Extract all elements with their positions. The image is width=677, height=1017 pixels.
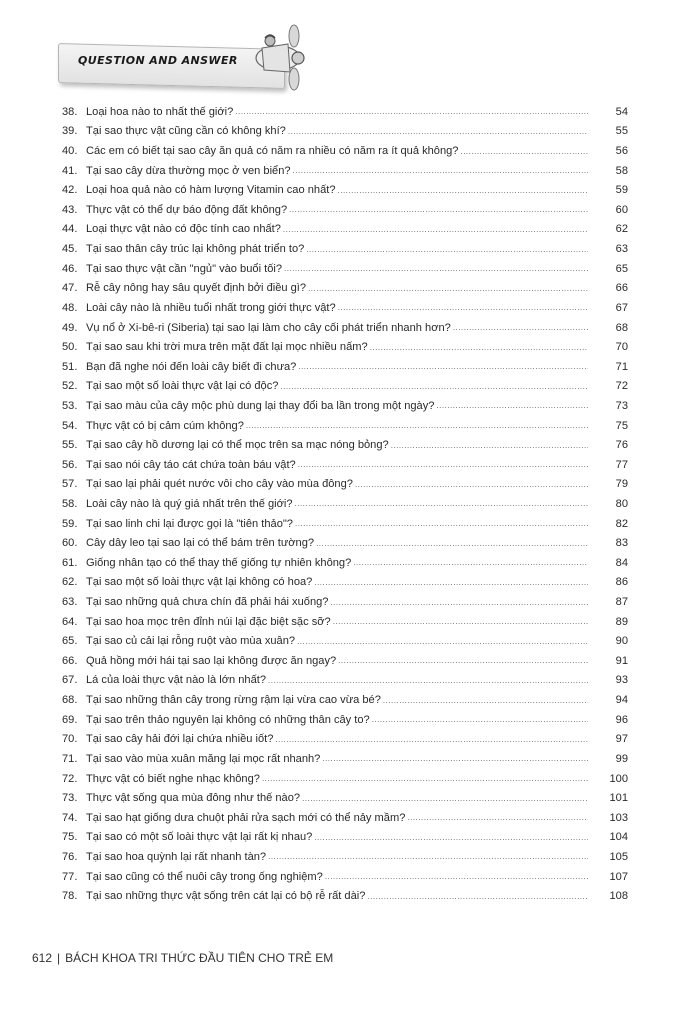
toc-item-title: Tại sao thực vật cũng cần có không khí? [86, 125, 286, 138]
toc-item-title: Tại sao trên thảo nguyên lại không có những thân cây to? [86, 713, 370, 726]
toc-row [62, 161, 628, 181]
toc-item-page: 99 [615, 752, 628, 765]
toc-item-number: 56. [62, 458, 78, 471]
toc-row [62, 357, 628, 377]
toc-item-number: 75. [62, 831, 78, 844]
toc-leader-dots [268, 676, 588, 685]
toc-leader-dots [436, 401, 588, 410]
table-of-contents [62, 102, 628, 906]
footer-book-title: BÁCH KHOA TRI THỨC ĐẦU TIÊN CHO TRẺ EM [65, 951, 334, 965]
toc-item-title: Rễ cây nông hay sâu quyết định bởi điều gì? [86, 282, 307, 295]
toc-item-page: 83 [615, 537, 628, 550]
toc-row [62, 749, 628, 769]
toc-item-page: 93 [615, 674, 628, 687]
toc-item-number: 78. [62, 890, 78, 903]
toc-item-page: 108 [609, 890, 628, 903]
toc-item-title: Tại sao hoa quỳnh lại rất nhanh tàn? [86, 850, 267, 863]
banner-title: QUESTION AND ANSWER [78, 54, 238, 67]
toc-item-number: 76. [62, 850, 78, 863]
toc-item-title: Tại sao vào mùa xuân măng lại mọc rất nhanh? [86, 752, 321, 765]
airplane-icon [248, 24, 310, 94]
toc-item-number: 74. [62, 811, 78, 824]
toc-row [62, 259, 628, 279]
toc-item-page: 82 [615, 517, 628, 530]
toc-item-page: 73 [615, 399, 628, 412]
toc-item-title: Loại thực vật nào có độc tính cao nhất? [86, 223, 281, 236]
toc-item-number: 63. [62, 596, 78, 609]
toc-item-title: Thực vật sống qua mùa đông như thế nào? [86, 792, 301, 805]
toc-item-title: Tại sao hoa mọc trên đỉnh núi lại đặc biệt sặc sỡ? [86, 615, 331, 628]
toc-item-title: Tại sao cây hồ dương lại có thể mọc trên sa mạc nóng bỏng? [86, 439, 389, 452]
toc-leader-dots [367, 892, 588, 901]
toc-item-number: 38. [62, 105, 78, 118]
toc-leader-dots [298, 460, 588, 469]
header-banner [48, 22, 310, 94]
toc-item-title: Tại sao cây dừa thường mọc ở ven biển? [86, 164, 291, 177]
toc-item-title: Loài cây nào là nhiều tuổi nhất trong giới thực vật? [86, 301, 336, 314]
toc-item-page: 75 [615, 419, 628, 432]
toc-row [62, 102, 628, 122]
toc-leader-dots [370, 343, 588, 352]
toc-item-title: Cây dây leo tại sao lại có thể bám trên tường? [86, 537, 315, 550]
toc-item-page: 77 [615, 458, 628, 471]
toc-item-number: 47. [62, 282, 78, 295]
toc-item-page: 101 [609, 792, 628, 805]
toc-row [62, 671, 628, 691]
toc-leader-dots [322, 754, 588, 763]
toc-row [62, 573, 628, 593]
toc-row [62, 886, 628, 906]
toc-item-page: 89 [615, 615, 628, 628]
toc-row [62, 631, 628, 651]
toc-item-page: 79 [615, 478, 628, 491]
toc-leader-dots [275, 735, 588, 744]
toc-item-title: Tại sao nói cây táo cát chứa toàn báu vật? [86, 458, 296, 471]
toc-leader-dots [295, 519, 588, 528]
toc-item-number: 68. [62, 694, 78, 707]
toc-item-number: 39. [62, 125, 78, 138]
toc-item-title: Thực vật có thể dự báo động đất không? [86, 203, 288, 216]
toc-row [62, 788, 628, 808]
toc-item-page: 68 [615, 321, 628, 334]
toc-leader-dots [298, 362, 588, 371]
toc-item-page: 56 [615, 145, 628, 158]
toc-item-number: 53. [62, 399, 78, 412]
toc-item-title: Vụ nổ ở Xi-bê-ri (Siberia) tại sao lại làm cho cây cối phát triển nhanh hơn? [86, 321, 451, 334]
toc-item-title: Tại sao củ cải lại rỗng ruột vào mùa xuân? [86, 635, 296, 648]
toc-row [62, 847, 628, 867]
toc-item-number: 40. [62, 145, 78, 158]
toc-item-number: 55. [62, 439, 78, 452]
toc-leader-dots [297, 637, 588, 646]
toc-item-page: 62 [615, 223, 628, 236]
toc-item-number: 41. [62, 164, 78, 177]
toc-item-title: Các em có biết tại sao cây ăn quả có năm ra nhiều có năm ra ít quả không? [86, 145, 459, 158]
toc-row [62, 769, 628, 789]
toc-leader-dots [284, 264, 588, 273]
toc-item-number: 67. [62, 674, 78, 687]
toc-leader-dots [280, 382, 588, 391]
toc-row [62, 180, 628, 200]
toc-item-page: 84 [615, 556, 628, 569]
toc-item-number: 64. [62, 615, 78, 628]
toc-leader-dots [314, 578, 588, 587]
toc-leader-dots [333, 617, 588, 626]
toc-leader-dots [293, 166, 588, 175]
toc-row [62, 455, 628, 475]
toc-item-number: 54. [62, 419, 78, 432]
toc-row [62, 220, 628, 240]
toc-item-title: Loại hoa quả nào có hàm lượng Vitamin cao nhất? [86, 184, 336, 197]
toc-row [62, 318, 628, 338]
toc-item-number: 58. [62, 497, 78, 510]
toc-row [62, 141, 628, 161]
toc-leader-dots [325, 872, 588, 881]
toc-item-number: 46. [62, 262, 78, 275]
toc-item-page: 76 [615, 439, 628, 452]
toc-item-title: Tại sao thân cây trúc lại không phát triển to? [86, 243, 305, 256]
toc-item-number: 42. [62, 184, 78, 197]
toc-item-page: 63 [615, 243, 628, 256]
toc-item-title: Lá của loài thực vật nào là lớn nhất? [86, 674, 266, 687]
toc-item-title: Tại sao lại phải quét nước vôi cho cây vào mùa đông? [86, 478, 353, 491]
toc-item-title: Tại sao cây hải đới lại chứa nhiều iốt? [86, 733, 274, 746]
toc-row [62, 514, 628, 534]
toc-item-title: Tại sao thực vật cần "ngủ" vào buổi tối? [86, 262, 282, 275]
toc-item-number: 51. [62, 360, 78, 373]
toc-leader-dots [391, 441, 588, 450]
toc-item-page: 104 [609, 831, 628, 844]
toc-item-number: 77. [62, 870, 78, 883]
toc-item-page: 58 [615, 164, 628, 177]
toc-item-page: 107 [609, 870, 628, 883]
toc-leader-dots [289, 205, 588, 214]
footer-separator: | [57, 951, 61, 965]
toc-item-title: Thực vật có biết nghe nhạc không? [86, 772, 260, 785]
toc-leader-dots [338, 303, 588, 312]
toc-item-page: 54 [615, 105, 628, 118]
toc-item-title: Tại sao một số loài thực vật lại không có hoa? [86, 576, 313, 589]
toc-item-page: 70 [615, 341, 628, 354]
toc-item-page: 67 [615, 301, 628, 314]
toc-leader-dots [246, 421, 588, 430]
page-footer [32, 951, 333, 965]
toc-item-title: Quả hồng mới hái tại sao lại không được ăn ngay? [86, 654, 337, 667]
toc-item-page: 71 [615, 360, 628, 373]
toc-item-number: 70. [62, 733, 78, 746]
toc-row [62, 612, 628, 632]
toc-item-title: Tại sao sau khi trời mưa trên mặt đất lại mọc nhiều nấm? [86, 341, 368, 354]
toc-item-number: 49. [62, 321, 78, 334]
toc-item-number: 45. [62, 243, 78, 256]
toc-item-title: Thực vật có bị cảm cúm không? [86, 419, 244, 432]
toc-item-page: 59 [615, 184, 628, 197]
toc-leader-dots [316, 539, 588, 548]
toc-item-page: 97 [615, 733, 628, 746]
toc-item-title: Tại sao hạt giống dưa chuột phải rửa sạch mới có thể nảy mầm? [86, 811, 406, 824]
toc-row [62, 337, 628, 357]
toc-leader-dots [306, 245, 588, 254]
toc-leader-dots [302, 794, 588, 803]
toc-leader-dots [407, 813, 588, 822]
toc-item-page: 87 [615, 596, 628, 609]
toc-leader-dots [314, 833, 588, 842]
toc-item-number: 71. [62, 752, 78, 765]
toc-row [62, 592, 628, 612]
toc-leader-dots [262, 774, 588, 783]
toc-row [62, 200, 628, 220]
toc-row [62, 396, 628, 416]
toc-row [62, 122, 628, 142]
toc-item-number: 60. [62, 537, 78, 550]
toc-item-title: Giống nhân tạo có thể thay thế giống tự nhiên không? [86, 556, 352, 569]
toc-row [62, 435, 628, 455]
toc-item-page: 55 [615, 125, 628, 138]
toc-item-number: 69. [62, 713, 78, 726]
toc-item-title: Loài cây nào là quý giá nhất trên thế giới? [86, 497, 293, 510]
toc-item-number: 73. [62, 792, 78, 805]
toc-item-page: 90 [615, 635, 628, 648]
toc-item-page: 96 [615, 713, 628, 726]
toc-leader-dots [453, 323, 588, 332]
toc-item-page: 72 [615, 380, 628, 393]
toc-item-number: 65. [62, 635, 78, 648]
toc-leader-dots [288, 127, 588, 136]
toc-item-page: 66 [615, 282, 628, 295]
toc-item-title: Tại sao những thân cây trong rừng rậm lại vừa cao vừa bé? [86, 694, 381, 707]
toc-leader-dots [353, 558, 588, 567]
toc-item-page: 103 [609, 811, 628, 824]
toc-item-title: Tại sao linh chi lại được gọi là "tiên thảo"? [86, 517, 293, 530]
toc-item-page: 100 [609, 772, 628, 785]
toc-leader-dots [235, 107, 588, 116]
toc-row [62, 416, 628, 436]
toc-leader-dots [338, 186, 589, 195]
toc-item-number: 59. [62, 517, 78, 530]
toc-row [62, 278, 628, 298]
toc-row [62, 377, 628, 397]
toc-leader-dots [355, 480, 588, 489]
toc-item-number: 66. [62, 654, 78, 667]
toc-item-title: Bạn đã nghe nói đến loài cây biết đi chưa? [86, 360, 297, 373]
toc-item-number: 48. [62, 301, 78, 314]
toc-item-page: 65 [615, 262, 628, 275]
toc-item-number: 57. [62, 478, 78, 491]
toc-row [62, 867, 628, 887]
toc-item-page: 80 [615, 497, 628, 510]
toc-item-number: 50. [62, 341, 78, 354]
toc-item-title: Tại sao cũng có thể nuôi cây trong ống nghiệm? [86, 870, 323, 883]
toc-item-number: 52. [62, 380, 78, 393]
toc-leader-dots [295, 499, 589, 508]
toc-leader-dots [308, 284, 588, 293]
toc-item-number: 62. [62, 576, 78, 589]
toc-row [62, 533, 628, 553]
toc-leader-dots [460, 147, 588, 156]
toc-item-number: 44. [62, 223, 78, 236]
toc-row [62, 808, 628, 828]
toc-row [62, 553, 628, 573]
toc-item-page: 86 [615, 576, 628, 589]
toc-leader-dots [268, 852, 588, 861]
toc-item-title: Tại sao màu của cây mộc phù dung lại thay đổi ba lần trong một ngày? [86, 399, 435, 412]
toc-row [62, 690, 628, 710]
toc-leader-dots [383, 696, 588, 705]
toc-item-page: 91 [615, 654, 628, 667]
toc-row [62, 239, 628, 259]
toc-row [62, 298, 628, 318]
toc-item-page: 105 [609, 850, 628, 863]
toc-leader-dots [372, 715, 588, 724]
toc-row [62, 710, 628, 730]
toc-item-number: 43. [62, 203, 78, 216]
toc-item-number: 61. [62, 556, 78, 569]
toc-row [62, 494, 628, 514]
toc-leader-dots [283, 225, 588, 234]
toc-row [62, 730, 628, 750]
toc-row [62, 475, 628, 495]
toc-row [62, 651, 628, 671]
toc-leader-dots [338, 656, 588, 665]
toc-leader-dots [330, 598, 588, 607]
toc-item-page: 60 [615, 203, 628, 216]
toc-item-title: Loại hoa nào to nhất thế giới? [86, 105, 234, 118]
footer-page-number: 612 [32, 951, 53, 965]
toc-item-title: Tại sao những quả chưa chín đã phải hái xuống? [86, 596, 329, 609]
toc-item-number: 72. [62, 772, 78, 785]
toc-item-title: Tại sao những thực vật sống trên cát lại có bộ rễ rất dài? [86, 890, 366, 903]
toc-row [62, 828, 628, 848]
toc-item-page: 94 [615, 694, 628, 707]
toc-item-title: Tại sao có một số loài thực vật lại rất kị nhau? [86, 831, 313, 844]
toc-item-title: Tại sao một số loài thực vật lại có độc? [86, 380, 279, 393]
